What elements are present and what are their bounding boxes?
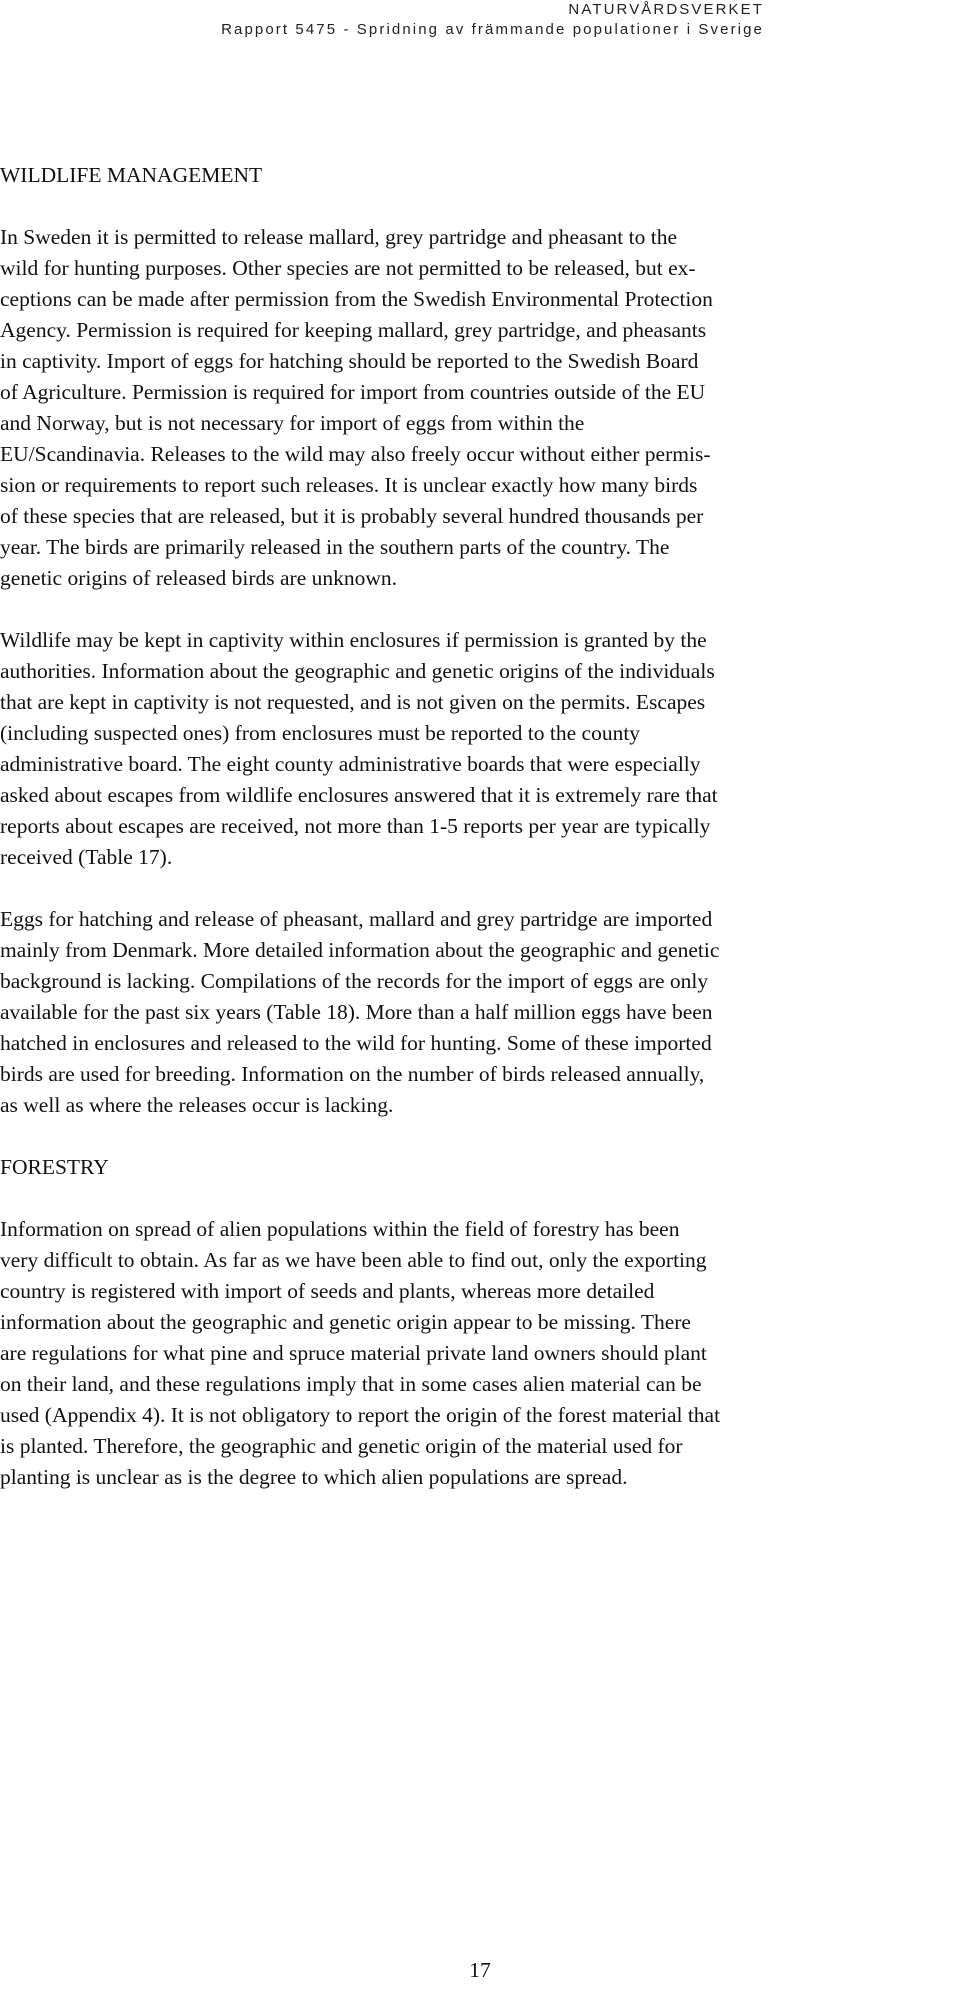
section-forestry (0, 1152, 960, 1493)
header-organization: NATURVÅRDSVERKET (568, 1, 764, 18)
body-paragraph: Information on spread of alien populations within the field of forestry has been very difficult to obtain. As far as we have been able to find out, only the exporting country is registered with import of seeds and plants, whereas more detailed information about the geographic and genetic origin appear to be missing. There are regulations for what pine and spruce material private land owners should plant on their land, and these regulations imply that in some cases alien material can be used (Appendix 4). It is not obligatory to report the origin of the forest material that is planted. Therefore, the geographic and genetic origin of the material used for planting is unclear as is the degree to which alien populations are spread. (0, 1217, 721, 1489)
header-report-title: Rapport 5475 - Spridning av främmande populationer i Sverige (221, 21, 764, 38)
section-heading: WILDLIFE MANAGEMENT (0, 163, 263, 187)
page-body (0, 160, 960, 1524)
page-number: 17 (469, 1958, 491, 1982)
section-wildlife-management (0, 160, 960, 1121)
body-paragraph: Eggs for hatching and release of pheasant, mallard and grey partridge are imported mainly from Denmark. More detailed information about the geographic and genetic background is lacking. Compilations of the records for the import of eggs are only available for the past six years (Table 18). More than a half million eggs have been hatched in enclosures and released to the wild for hunting. Some of these imported birds are used for breeding. Information on the number of birds released annually, as well as where the releases occur is lacking. (0, 907, 720, 1117)
running-header (221, 0, 764, 40)
section-heading: FORESTRY (0, 1155, 109, 1179)
body-paragraph: In Sweden it is permitted to release mallard, grey partridge and pheasant to the wild for hunting purposes. Other species are not permitted to be released, but ex- ceptions can be made after permission from the Swedish Environmental Protection Agency. Permission is required for keeping mallard, grey partridge, and pheasants in captivity. Import of eggs for hatching should be reported to the Swedish Board of Agriculture. Permission is required for import from countries outside of the EU and Norway, but is not necessary for import of eggs from within the EU/Scandinavia. Releases to the wild may also freely occur without either permis- sion or requirements to report such releases. It is unclear exactly how many birds of these species that are released, but it is probably several hundred thousands per year. The birds are primarily released in the southern parts of the country. The genetic origins of released birds are unknown. (0, 225, 713, 590)
body-paragraph: Wildlife may be kept in captivity within enclosures if permission is granted by the authorities. Information about the geographic and genetic origins of the individuals that are kept in captivity is not requested, and is not given on the permits. Escapes (including suspected ones) from enclosures must be reported to the county administrative board. The eight county administrative boards that were especially asked about escapes from wildlife enclosures answered that it is extremely rare that reports about escapes are received, not more than 1-5 reports per year are typically received (Table 17). (0, 628, 718, 869)
